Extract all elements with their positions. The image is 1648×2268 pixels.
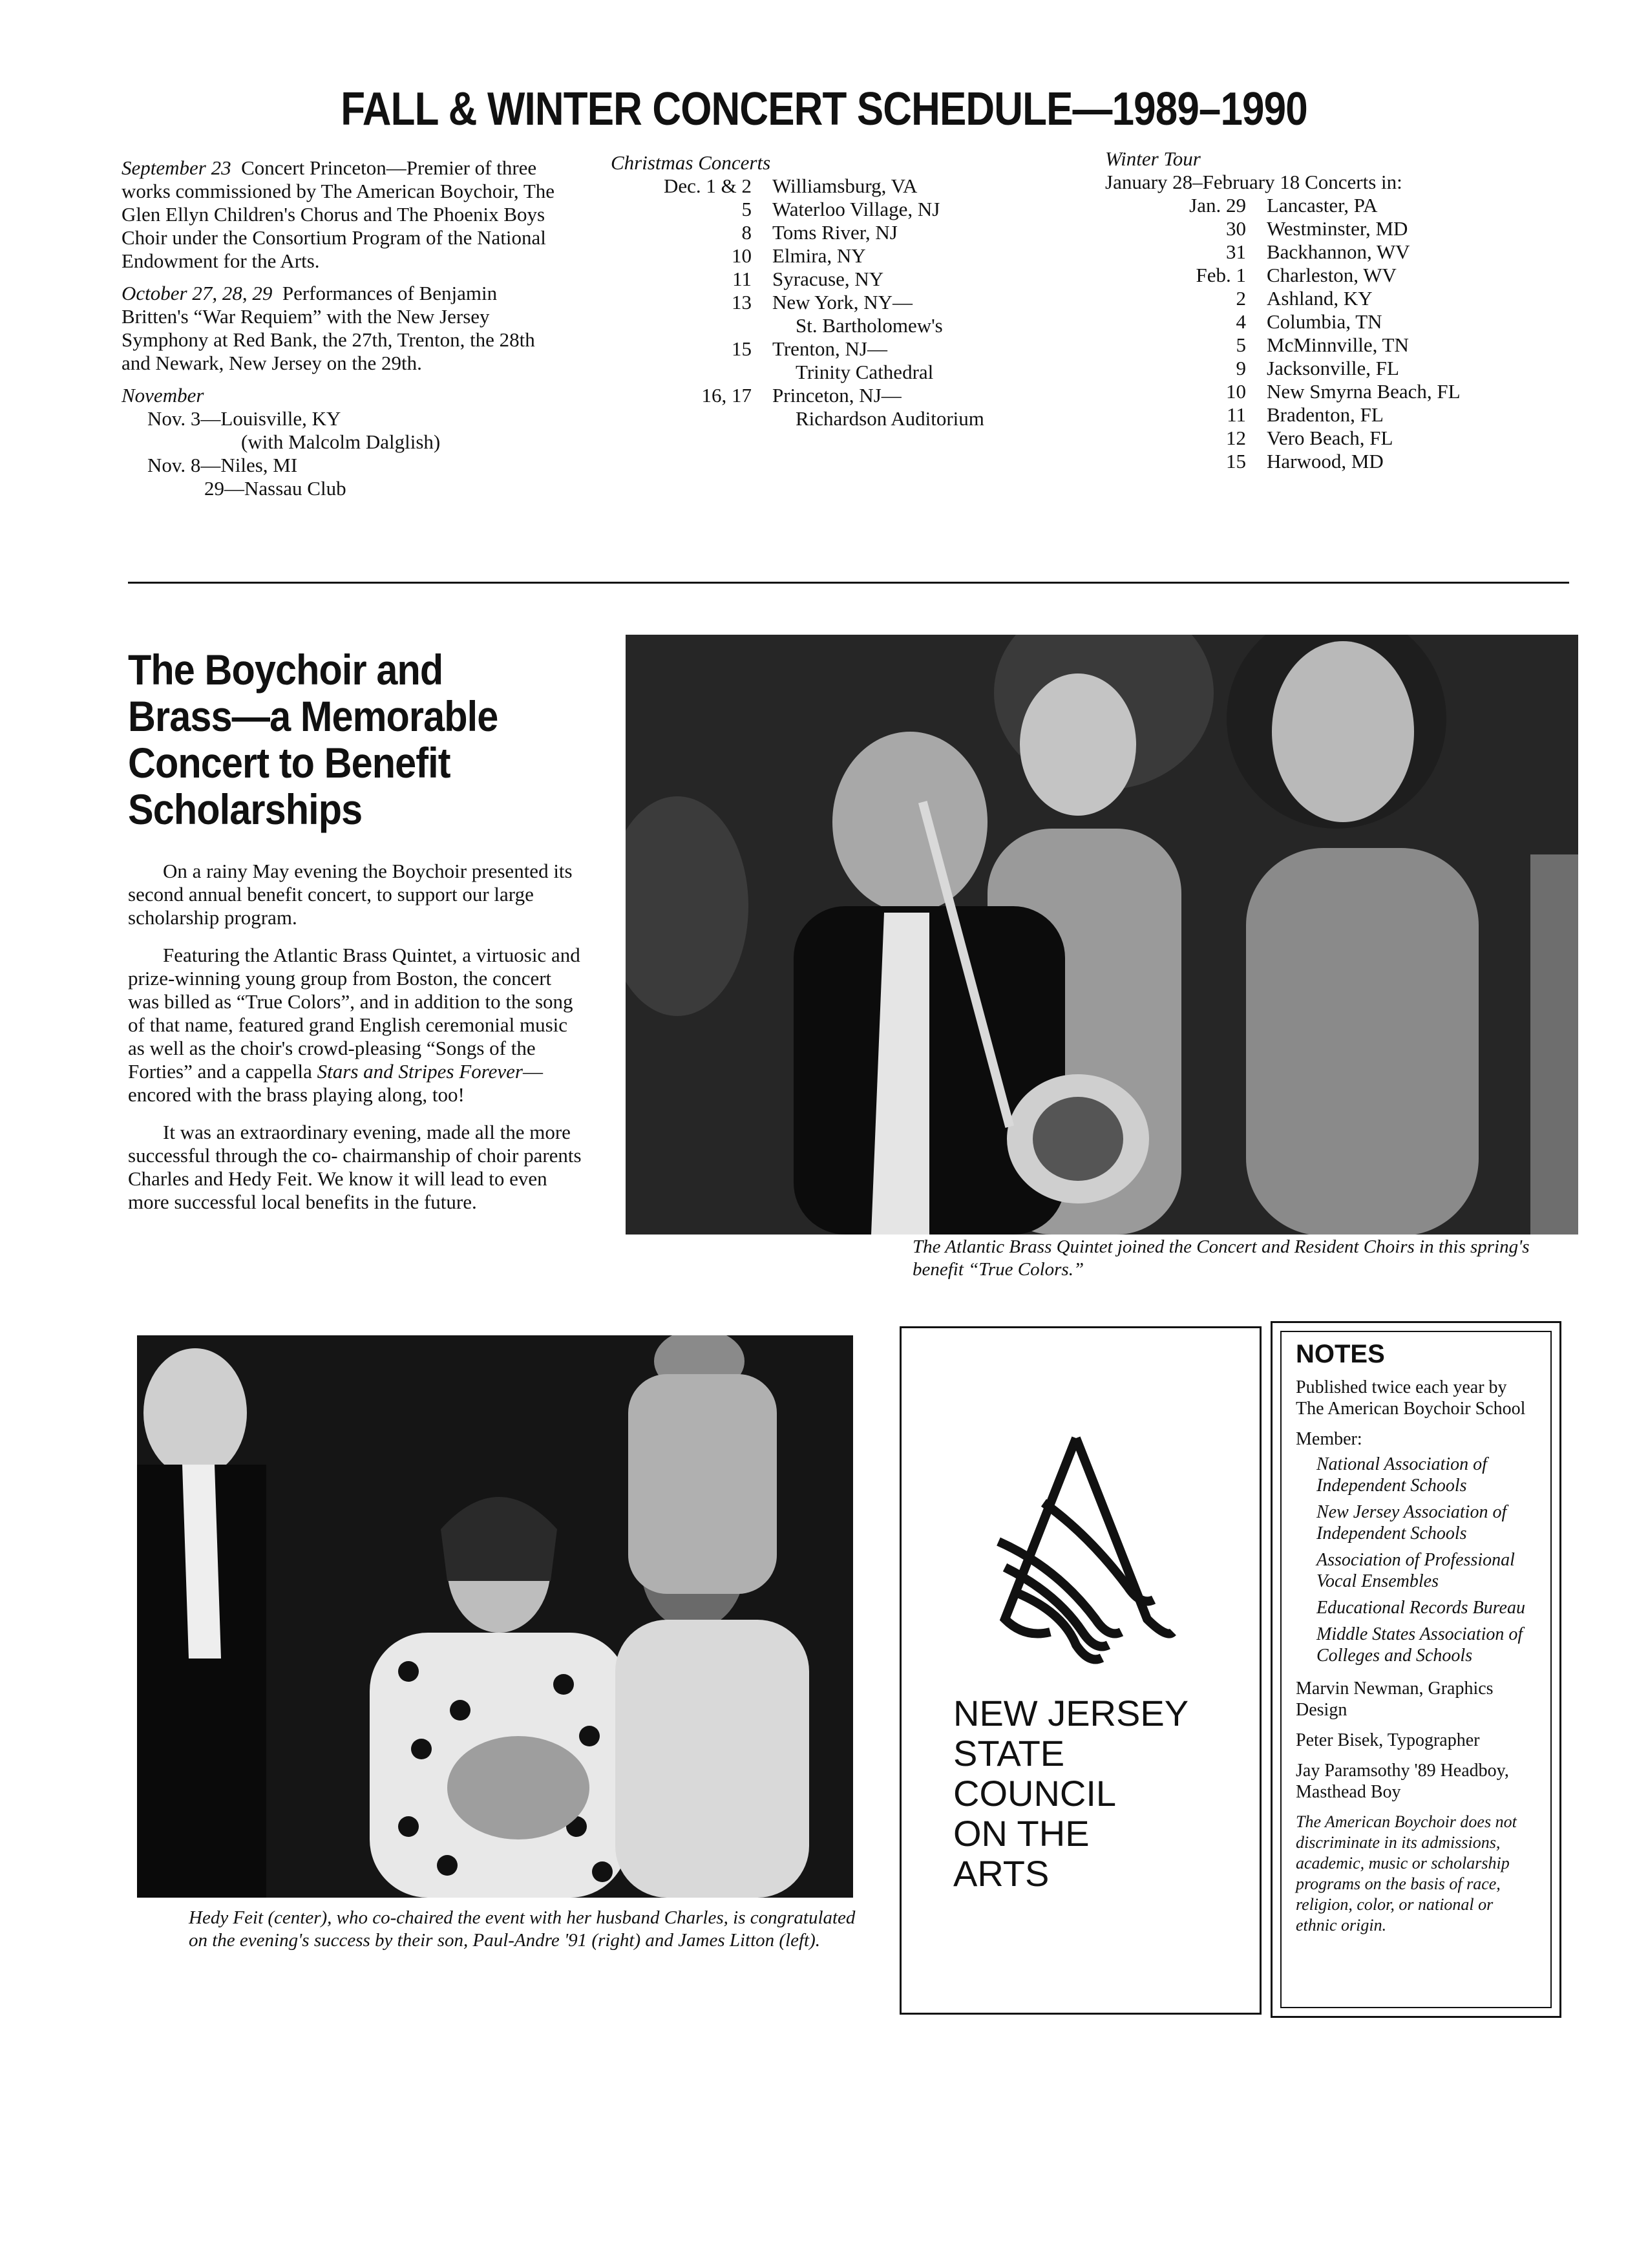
article-body bbox=[128, 860, 587, 1228]
christmas-heading: Christmas Concerts bbox=[611, 151, 771, 174]
november-line: 29—Nassau Club bbox=[204, 477, 346, 500]
winter-tour-heading: Winter Tour bbox=[1105, 147, 1201, 170]
schedule-row bbox=[611, 384, 1063, 407]
article-paragraph: Featuring the Atlantic Brass Quintet, a virtuosic and prize-winning young group from Boston, the concert was billed as “True Colors”, and in addition to the song of that name, featured grand English ceremonial music as well as the choir's crowd-pleasing “Songs of the Forties” and a cappella Stars and Stripes Forever—encored with the brass playing along, too! bbox=[128, 944, 580, 1106]
schedule-date: 10 bbox=[732, 244, 752, 267]
photo-brass-quintet bbox=[626, 635, 1578, 1235]
notes-credit: Jay Paramsothy '89 Headboy, Masthead Boy bbox=[1296, 1761, 1509, 1802]
schedule-place: New York, NY— bbox=[772, 291, 913, 313]
schedule-date: 12 bbox=[1226, 427, 1246, 449]
notes-heading: NOTES bbox=[1296, 1340, 1385, 1368]
schedule-place: Lancaster, PA bbox=[1267, 194, 1378, 217]
photo-hedy-feit bbox=[137, 1335, 853, 1898]
notes-member: National Association of Independent Schools bbox=[1316, 1454, 1487, 1496]
nj-council-name: NEW JERSEY STATE COUNCIL ON THE ARTS bbox=[953, 1693, 1189, 1894]
schedule-place: Westminster, MD bbox=[1267, 217, 1408, 240]
notes-member: New Jersey Association of Independent Schools bbox=[1316, 1502, 1507, 1543]
schedule-place: Harwood, MD bbox=[1267, 450, 1384, 472]
schedule-place: Trinity Cathedral bbox=[796, 361, 934, 383]
schedule-date: 15 bbox=[1226, 450, 1246, 472]
schedule-date: 5 bbox=[1236, 334, 1246, 356]
schedule-column-1 bbox=[121, 156, 567, 500]
schedule-date: Jan. 29 bbox=[1189, 194, 1246, 217]
schedule-column-2 bbox=[611, 151, 1063, 430]
september-text: Concert Princeton—Premier of three works commissioned by The American Boychoir, The Glen Ellyn Children's Chorus and The Phoenix Boys Choir under the Consortium Program of the National Endowment for the Arts. bbox=[121, 156, 555, 272]
article-paragraph: It was an extraordinary evening, made all the more successful through the co- chairmanship of choir parents Charles and Hedy Feit. We know it will lead to even more successful local benefits in the future. bbox=[128, 1121, 582, 1213]
schedule-row bbox=[1105, 217, 1570, 240]
september-date: September 23 bbox=[121, 156, 231, 179]
schedule-row bbox=[1105, 310, 1570, 334]
winter-tour-subheading: January 28–February 18 Concerts in: bbox=[1105, 171, 1402, 193]
schedule-place: McMinnville, TN bbox=[1267, 334, 1409, 356]
november-line: Nov. 3—Louisville, KY bbox=[147, 407, 341, 430]
schedule-place: St. Bartholomew's bbox=[796, 314, 943, 337]
schedule-row bbox=[1105, 334, 1570, 357]
schedule-place: Ashland, KY bbox=[1267, 287, 1373, 310]
schedule-row bbox=[611, 337, 1063, 361]
schedule-place: Jacksonville, FL bbox=[1267, 357, 1399, 379]
schedule-place: Vero Beach, FL bbox=[1267, 427, 1393, 449]
schedule-date: 13 bbox=[732, 291, 752, 313]
schedule-row bbox=[1105, 450, 1570, 473]
schedule-date: Feb. 1 bbox=[1196, 264, 1246, 286]
schedule-row bbox=[1105, 380, 1570, 403]
schedule-place: Princeton, NJ— bbox=[772, 384, 902, 407]
notes-member-label: Member: bbox=[1296, 1429, 1362, 1449]
schedule-place: Backhannon, WV bbox=[1267, 240, 1410, 263]
october-entry bbox=[121, 282, 567, 375]
november-line: Nov. 8—Niles, MI bbox=[147, 454, 298, 476]
schedule-date: 31 bbox=[1226, 240, 1246, 263]
schedule-row bbox=[1105, 427, 1570, 450]
schedule-date: 11 bbox=[732, 268, 752, 290]
schedule-date: 8 bbox=[741, 221, 752, 244]
schedule-place: Toms River, NJ bbox=[772, 221, 898, 244]
schedule-place: Columbia, TN bbox=[1267, 310, 1382, 333]
nj-council-box bbox=[900, 1326, 1262, 2015]
schedule-date: 5 bbox=[741, 198, 752, 220]
schedule-row bbox=[1105, 240, 1570, 264]
trumpeter-photo-illustration bbox=[626, 635, 1578, 1235]
schedule-date: 10 bbox=[1226, 380, 1246, 403]
article-paragraph: On a rainy May evening the Boychoir presented its second annual benefit concert, to support our large scholarship program. bbox=[128, 860, 573, 929]
september-entry bbox=[121, 156, 567, 273]
notes-policy: The American Boychoir does not discriminate in its admissions, academic, music or scholarship programs on the basis of race, religion, color, or national or ethnic origin. bbox=[1296, 1812, 1517, 1934]
schedule-place: Waterloo Village, NJ bbox=[772, 198, 940, 220]
photo2-caption: Hedy Feit (center), who co-chaired the event with her husband Charles, is congratulated on the evening's success by their son, Paul-Andre '91 (right) and James Litton (left). bbox=[189, 1907, 856, 1951]
schedule-date: 16, 17 bbox=[701, 384, 752, 407]
ceremony-photo-illustration bbox=[137, 1335, 853, 1898]
schedule-date bbox=[611, 361, 772, 384]
schedule-place: Richardson Auditorium bbox=[796, 407, 984, 430]
schedule-row bbox=[1105, 403, 1570, 427]
schedule-place: New Smyrna Beach, FL bbox=[1267, 380, 1461, 403]
schedule-row bbox=[1105, 264, 1570, 287]
notes-credit: Marvin Newman, Graphics Design bbox=[1296, 1679, 1494, 1720]
schedule-row bbox=[1105, 287, 1570, 310]
schedule-column-3 bbox=[1105, 147, 1570, 473]
schedule-row bbox=[611, 361, 1063, 384]
article-headline: The Boychoir and Brass—a Memorable Concert to Benefit Scholarships bbox=[128, 646, 498, 833]
schedule-place: Bradenton, FL bbox=[1267, 403, 1384, 426]
schedule-place: Charleston, WV bbox=[1267, 264, 1397, 286]
schedule-date bbox=[611, 314, 772, 337]
november-heading: November bbox=[121, 384, 204, 407]
schedule-row bbox=[611, 244, 1063, 268]
schedule-date: Dec. 1 & 2 bbox=[663, 175, 752, 197]
october-text: Performances of Benjamin Britten's “War Requiem” with the New Jersey Symphony at Red Bank, the 27th, Trenton, the 28th and Newark, New Jersey on the 29th. bbox=[121, 282, 535, 374]
schedule-row bbox=[1105, 194, 1570, 217]
schedule-row bbox=[611, 198, 1063, 221]
schedule-title: FALL & WINTER CONCERT SCHEDULE—1989–1990 bbox=[341, 83, 1307, 135]
schedule-date: 9 bbox=[1236, 357, 1246, 379]
schedule-row bbox=[611, 268, 1063, 291]
schedule-row bbox=[1105, 357, 1570, 380]
november-line: (with Malcolm Dalglish) bbox=[241, 430, 441, 453]
schedule-date: 4 bbox=[1236, 310, 1246, 333]
notes-member: Association of Professional Vocal Ensembles bbox=[1316, 1550, 1515, 1591]
schedule-place: Trenton, NJ— bbox=[772, 337, 887, 360]
notes-member: Middle States Association of Colleges and Schools bbox=[1316, 1624, 1523, 1666]
schedule-date: 15 bbox=[732, 337, 752, 360]
schedule-date bbox=[611, 407, 772, 430]
notes-published: Published twice each year by The American Boychoir School bbox=[1296, 1377, 1526, 1419]
schedule-date: 30 bbox=[1226, 217, 1246, 240]
schedule-date: 11 bbox=[1227, 403, 1246, 426]
schedule-date: 2 bbox=[1236, 287, 1246, 310]
schedule-row bbox=[611, 314, 1063, 337]
photo1-caption: The Atlantic Brass Quintet joined the Concert and Resident Choirs in this spring's benefit “True Colors.” bbox=[913, 1236, 1530, 1280]
schedule-row bbox=[611, 175, 1063, 198]
notes-credit: Peter Bisek, Typographer bbox=[1296, 1730, 1480, 1750]
divider-rule bbox=[128, 582, 1569, 584]
notes-box bbox=[1271, 1321, 1561, 2018]
schedule-place: Elmira, NY bbox=[772, 244, 866, 267]
nj-council-logo bbox=[979, 1425, 1186, 1671]
october-date: October 27, 28, 29 bbox=[121, 282, 273, 304]
schedule-place: Syracuse, NY bbox=[772, 268, 884, 290]
schedule-row bbox=[611, 291, 1063, 314]
schedule-row bbox=[611, 407, 1063, 430]
schedule-place: Williamsburg, VA bbox=[772, 175, 918, 197]
schedule-row bbox=[611, 221, 1063, 244]
notes-member: Educational Records Bureau bbox=[1316, 1598, 1525, 1618]
